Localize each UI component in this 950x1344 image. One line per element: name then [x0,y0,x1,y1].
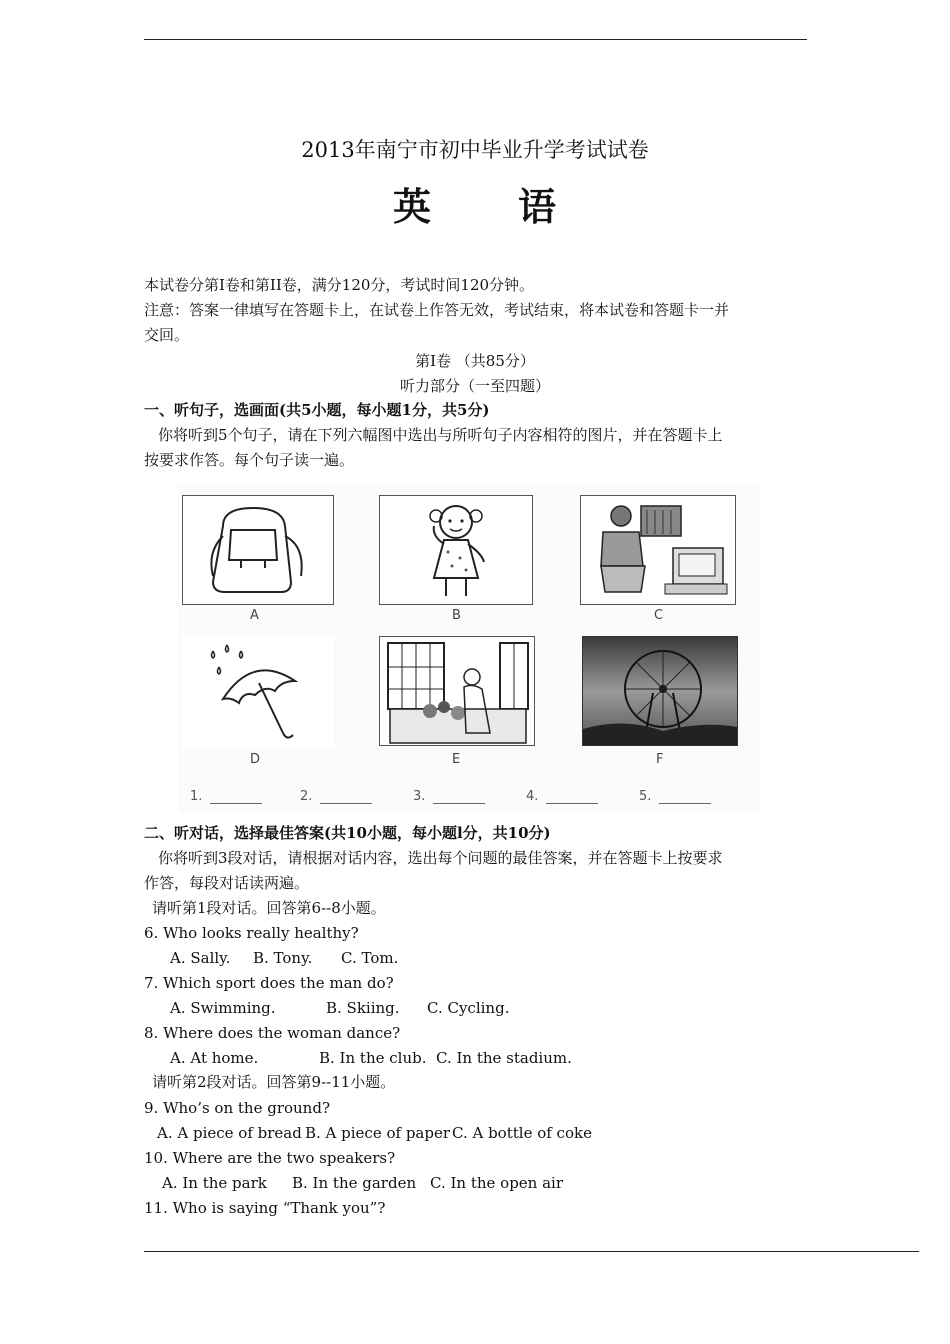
part-one-heading: 第I卷 （共85分） [415,352,535,370]
panel-e-window [379,636,535,746]
girl-icon [380,496,532,604]
panel-label-d: D [250,752,261,767]
panel-b-girl [379,495,533,605]
panel-label-a: A [250,608,259,623]
q7-option-b[interactable]: B. Skiing. [326,999,400,1017]
question-9: 9. Who’s on the ground? [144,1099,330,1117]
q6-option-b[interactable]: B. Tony. [253,949,313,967]
answer-blank-2[interactable] [300,789,372,804]
q10-option-c[interactable]: C. In the open air [430,1174,564,1192]
intro-line-1: 本试卷分第I卷和第II卷，满分120分，考试时间120分钟。 [144,276,535,294]
picture-grid [178,484,760,814]
ferris-wheel-icon [583,637,737,745]
answer-blank-number: 3. [413,789,426,804]
answer-blank-3[interactable] [413,789,485,804]
section-2-instruction-1: 你将听到3段对话，请根据对话内容，选出每个问题的最佳答案，并在答题卡上按要求 [158,849,723,867]
q8-option-a[interactable]: A. At home. [170,1049,259,1067]
q9-option-a[interactable]: A. A piece of bread [157,1124,302,1142]
answer-blank-number: 1. [190,789,203,804]
subject-char-2: 语 [518,184,557,229]
q10-option-b[interactable]: B. In the garden [292,1174,417,1192]
section-1-instruction-2: 按要求作答。每个句子读一遍。 [144,451,355,469]
listening-heading: 听力部分（一至四题） [399,377,550,395]
q9-option-b[interactable]: B. A piece of paper [305,1124,451,1142]
intro-line-3: 交回。 [144,326,190,344]
q9-option-c[interactable]: C. A bottle of coke [452,1124,592,1142]
q6-option-a[interactable]: A. Sally. [170,949,231,967]
panel-f-ferris-wheel [582,636,738,746]
section-2-heading: 二、听对话，选择最佳答案(共10小题，每小题l分，共10分) [144,824,551,842]
panel-c-computer [580,495,736,605]
q8-option-b[interactable]: B. In the club. [319,1049,427,1067]
question-8: 8. Where does the woman dance? [144,1024,401,1042]
section-1-heading: 一、听句子，选画面(共5小题，每小题1分，共5分) [144,401,490,419]
section-1-instruction-1: 你将听到5个句子，请在下列六幅图中选出与所听句子内容相符的图片，并在答题卡上 [158,426,723,444]
section-2-instruction-2: 作答，每段对话读两遍。 [144,874,310,892]
answer-blank-4[interactable] [526,789,598,804]
answer-blank-number: 2. [300,789,313,804]
panel-label-b: B [452,608,461,623]
exam-title: 2013年南宁市初中毕业升学考试试卷 [301,138,649,162]
computer-user-icon [581,496,735,604]
subject-char-1: 英 [393,184,432,229]
umbrella-icon [183,637,333,747]
intro-line-2: 注意：答案一律填写在答题卡上，在试卷上作答无效，考试结束，将本试卷和答题卡一并 [144,301,730,319]
question-7: 7. Which sport does the man do? [144,974,394,992]
panel-label-e: E [452,752,461,767]
question-11: 11. Who is saying “Thank you”? [144,1199,386,1217]
answer-blank-5[interactable] [639,789,711,804]
answer-blank-number: 4. [526,789,539,804]
backpack-icon [183,496,333,604]
window-flowers-icon [380,637,534,745]
panel-label-c: C [654,608,664,623]
q8-option-c[interactable]: C. In the stadium. [436,1049,572,1067]
q7-option-a[interactable]: A. Swimming. [170,999,276,1017]
question-6: 6. Who looks really healthy? [144,924,359,942]
panel-a-backpack [182,495,334,605]
answer-blank-number: 5. [639,789,652,804]
dialog-1-prompt: 请听第1段对话。回答第6--8小题。 [152,899,386,917]
panel-d-umbrella [182,636,334,748]
q6-option-c[interactable]: C. Tom. [341,949,399,967]
dialog-2-prompt: 请听第2段对话。回答第9--11小题。 [152,1073,396,1091]
q7-option-c[interactable]: C. Cycling. [427,999,510,1017]
panel-label-f: F [656,752,664,767]
question-10: 10. Where are the two speakers? [144,1149,396,1167]
header-rule [144,39,807,40]
q10-option-a[interactable]: A. In the park [162,1174,267,1192]
footer-rule [144,1251,919,1252]
answer-blank-1[interactable] [190,789,262,804]
